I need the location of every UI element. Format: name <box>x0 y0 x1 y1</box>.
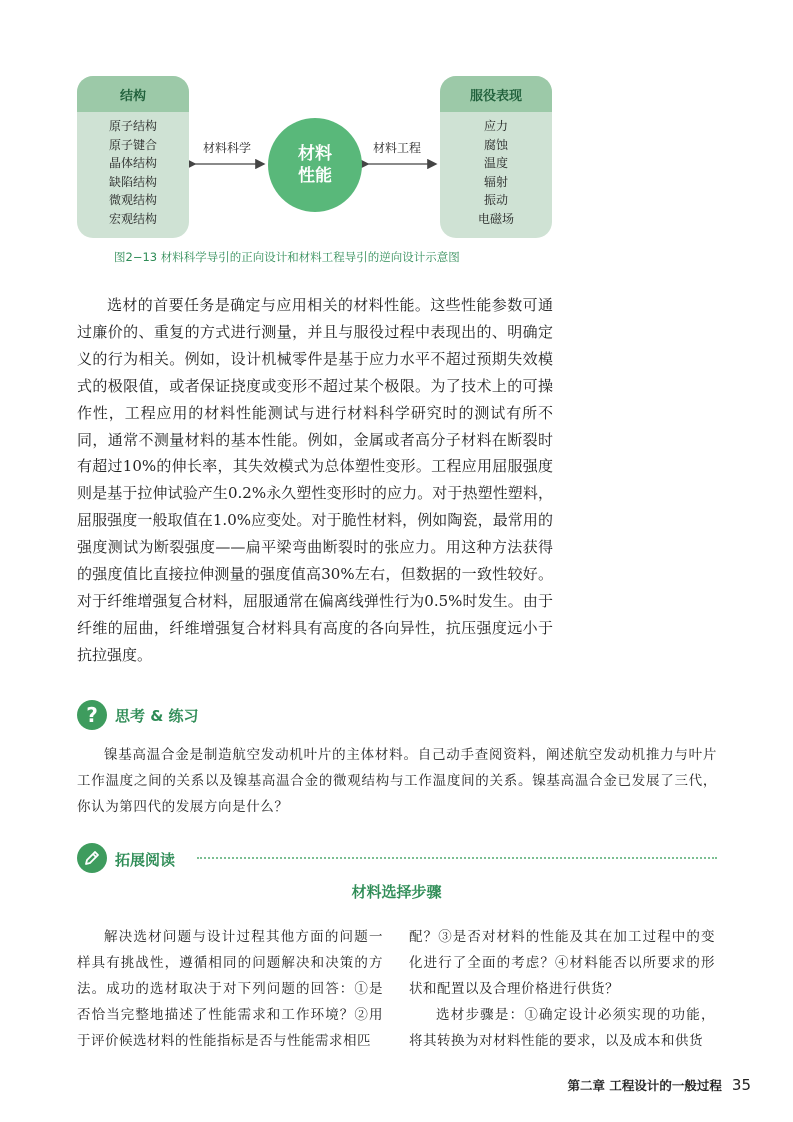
list-item: 晶体结构 <box>108 156 157 171</box>
list-item: 电磁场 <box>477 211 514 226</box>
list-item: 原子键合 <box>108 137 157 152</box>
list-item: 微观结构 <box>108 193 157 208</box>
reading-right-paragraph-2: 选材步骤是：①确定设计必须实现的功能，将其转换为对材料性能的要求，以及成本和供货 <box>409 1007 715 1049</box>
list-item: 腐蚀 <box>483 137 508 152</box>
structure-box <box>77 76 189 238</box>
materials-engineering-label: 材料工程 <box>373 141 422 155</box>
chapter-title: 第二章 工程设计的一般过程 <box>567 1078 722 1093</box>
reading-heading: 材料选择步骤 <box>351 883 442 901</box>
structure-performance-diagram <box>0 0 793 280</box>
pencil-glyph <box>83 849 101 867</box>
figure-caption: 图2−13 材料科学导引的正向设计和材料工程导引的逆向设计示意图 <box>114 250 460 264</box>
list-item: 辐射 <box>483 174 508 189</box>
list-item: 振动 <box>483 193 508 208</box>
question-icon: ? <box>77 700 107 730</box>
service-box-title: 服役表现 <box>440 76 552 112</box>
list-item: 宏观结构 <box>108 211 157 226</box>
page-footer <box>568 1076 751 1094</box>
material-properties-circle <box>268 118 362 212</box>
think-practice-title: 思考 & 练习 <box>115 707 199 725</box>
list-item: 温度 <box>483 156 508 171</box>
dotted-divider <box>197 857 717 859</box>
think-practice-body: 镍基高温合金是制造航空发动机叶片的主体材料。自己动手查阅资料，阐述航空发动机推力与叶片工作温度之间的关系以及镍基高温合金的微观结构与工作温度间的关系。镍基高温合金已发展了三代，你认为第四代的发展方向是什么？ <box>77 747 717 815</box>
list-item: 应力 <box>483 119 508 133</box>
pencil-icon <box>77 843 107 873</box>
page-number: 35 <box>731 1076 751 1094</box>
structure-box-title: 结构 <box>77 76 189 112</box>
reading-right-paragraph-1: 配？③是否对材料的性能及其在加工过程中的变化进行了全面的考虑？④材料能否以所要求的形状和配置以及合理价格进行供货？ <box>409 929 715 997</box>
structure-box-list <box>77 112 189 229</box>
service-box-list <box>440 112 552 229</box>
list-item: 原子结构 <box>108 119 157 133</box>
circle-line-1: 材料 <box>298 144 332 164</box>
materials-science-label: 材料科学 <box>203 141 252 155</box>
reading-right-column <box>409 924 715 1054</box>
circle-line-2: 性能 <box>298 166 332 186</box>
extended-reading-title: 拓展阅读 <box>115 851 176 869</box>
reading-left-column: 解决选材问题与设计过程其他方面的问题一样具有挑战性，遵循相同的问题解决和决策的方法。成功的选材取决于对下列问题的回答：①是否恰当完整地描述了性能需求和工作环境？②用于评价候选材料的性能指标是否与性能需求相匹 <box>77 929 383 1049</box>
body-paragraph: 选材的首要任务是确定与应用相关的材料性能。这些性能参数可通过廉价的、重复的方式进行测量，并且与服役过程中表现出的、明确定义的行为相关。例如，设计机械零件是基于应力水平不超过预期失效模式的极限值，或者保证挠度或变形不超过某个极限。为了技术上的可操作性，工程应用的材料性能测试与进行材料科学研究时的测试有所不同，通常不测量材料的基本性能。例如，金属或者高分子材料在断裂时有超过10%的伸长率，其失效模式为总体塑性变形。工程应用屈服强度则是基于拉伸试验产生0.2%永久塑性变形时的应力。对于热塑性塑料，屈服强度一般取值在1.0%应变处。对于脆性材料，例如陶瓷，最常用的强度测试为断裂强度——扁平梁弯曲断裂时的张应力。用这种方法获得的强度值比直接拉伸测量的强度值高30%左右，但数据的一致性较好。对于纤维增强复合材料，屈服通常在偏离线弹性行为0.5%时发生。由于纤维的屈曲，纤维增强复合材料具有高度的各向异性，抗压强度远小于抗拉强度。 <box>77 296 553 664</box>
list-item: 缺陷结构 <box>108 174 157 189</box>
service-performance-box <box>440 76 552 238</box>
